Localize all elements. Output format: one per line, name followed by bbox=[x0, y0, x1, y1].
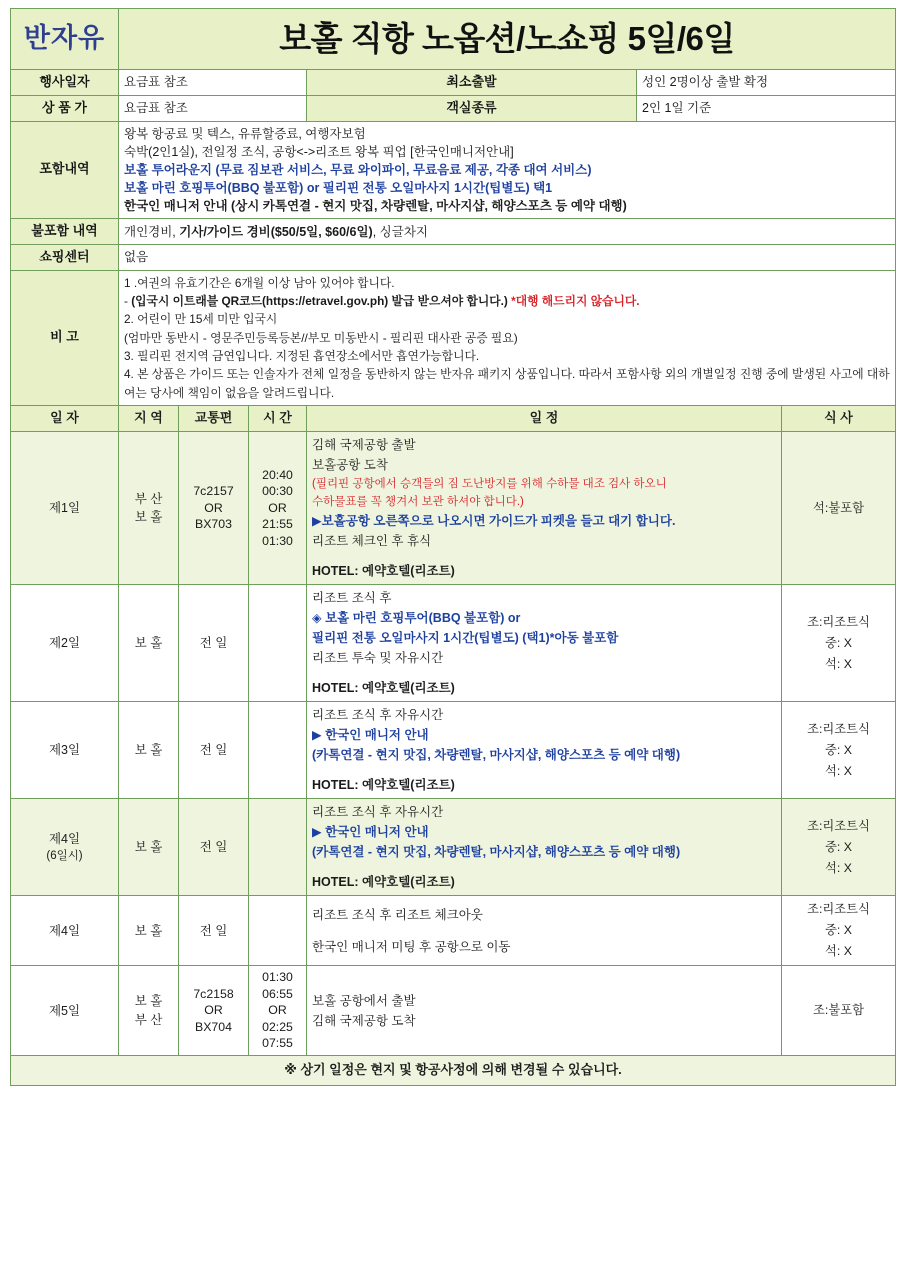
itinerary-line: 수하물표를 꼭 챙겨서 보관 하셔야 합니다.) bbox=[312, 496, 524, 509]
value-remarks bbox=[119, 270, 896, 405]
table-row bbox=[11, 799, 896, 896]
itinerary-line: 필리핀 전통 오일마사지 1시간(팁별도) (택1)*아동 불포함 bbox=[312, 631, 619, 646]
meal-line: 중: X bbox=[825, 742, 852, 757]
label-includes: 포함내역 bbox=[11, 121, 119, 219]
itinerary-line: ▶ 한국인 매니저 안내 bbox=[312, 728, 429, 743]
col-transport: 교통편 bbox=[179, 405, 249, 431]
itinerary-line: 보홀 공항에서 출발 bbox=[312, 993, 416, 1008]
flight-line: 7c2157 bbox=[193, 484, 234, 499]
brand-badge: 반자유 bbox=[11, 9, 119, 70]
include-line-1: 왕복 항공료 및 텍스, 유류할증료, 여행자보험 bbox=[124, 126, 366, 141]
meal-cell bbox=[782, 896, 896, 966]
info-row-1 bbox=[11, 69, 896, 95]
label-event-date: 행사일자 bbox=[11, 69, 119, 95]
label-excludes: 불포함 내역 bbox=[11, 219, 119, 245]
itinerary-cell bbox=[307, 966, 782, 1056]
include-line-5: 한국인 매니저 안내 (상시 카톡연결 - 현지 맛집, 차량렌탈, 마사지샵, 해양스포츠 등 예약 대행) bbox=[124, 199, 627, 214]
meal-line: 조:리조트식 bbox=[807, 722, 870, 737]
hotel-line: HOTEL: 예약호텔(리조트) bbox=[312, 778, 455, 793]
meal-line: 중: X bbox=[825, 839, 852, 854]
remark-line-1: 1 .여권의 유효기간은 6개월 이상 남아 있어야 합니다. bbox=[124, 275, 395, 290]
remark-bold: (입국시 이트래블 QR코드(https://etravel.gov.ph) 발급 받으셔야 합니다.) bbox=[131, 294, 508, 309]
time-cell bbox=[249, 431, 307, 585]
meal-line: 석: X bbox=[825, 656, 852, 671]
itinerary-line: 리조트 조식 후 자유시간 bbox=[312, 708, 444, 723]
itinerary-line: (필리핀 공항에서 승객들의 짐 도난방지를 위해 수하물 대조 검사 하오니 bbox=[312, 477, 667, 490]
region-cell: 보 홀 bbox=[119, 585, 179, 702]
label-shopping: 쇼핑센터 bbox=[11, 245, 119, 271]
time-cell bbox=[249, 896, 307, 966]
region-line: 부 산 bbox=[134, 491, 163, 506]
meal-line: 중: X bbox=[825, 635, 852, 650]
value-shopping: 없음 bbox=[119, 245, 896, 271]
itinerary-line: ▶ 한국인 매니저 안내 bbox=[312, 825, 429, 840]
region-cell bbox=[119, 966, 179, 1056]
day-label: 제4일 bbox=[11, 896, 119, 966]
label-min-departure: 최소출발 bbox=[307, 69, 637, 95]
day-label: 제5일 bbox=[11, 966, 119, 1056]
value-event-date: 요금표 참조 bbox=[119, 69, 307, 95]
transport-cell: 전 일 bbox=[179, 585, 249, 702]
remark-row bbox=[11, 270, 896, 405]
value-excludes bbox=[119, 219, 896, 245]
transport-cell: 전 일 bbox=[179, 799, 249, 896]
value-product-price: 요금표 참조 bbox=[119, 95, 307, 121]
itinerary-line: 리조트 조식 후 리조트 체크아웃 bbox=[312, 907, 483, 922]
itinerary-line: 리조트 투숙 및 자유시간 bbox=[312, 651, 444, 666]
time-line: OR bbox=[268, 1003, 287, 1018]
day-label-sub: (6일시) bbox=[46, 850, 83, 863]
meal-cell bbox=[782, 799, 896, 896]
itinerary-cell bbox=[307, 799, 782, 896]
flight-cell bbox=[179, 431, 249, 585]
time-line: 01:30 bbox=[262, 970, 293, 985]
day-label: 제3일 bbox=[11, 702, 119, 799]
footer-note: ※ 상기 일정은 현지 및 항공사정에 의해 변경될 수 있습니다. bbox=[11, 1056, 896, 1086]
transport-cell: 전 일 bbox=[179, 702, 249, 799]
meal-line: 조:리조트식 bbox=[807, 819, 870, 834]
time-line: 21:55 bbox=[262, 517, 293, 532]
time-line: OR bbox=[268, 500, 287, 515]
page-title: 보홀 직항 노옵션/노쇼핑 5일/6일 bbox=[119, 9, 896, 70]
hotel-line: HOTEL: 예약호텔(리조트) bbox=[312, 681, 455, 696]
region-line: 보 홀 bbox=[134, 994, 163, 1009]
col-itinerary: 일 정 bbox=[307, 405, 782, 431]
footer-row bbox=[11, 1056, 896, 1086]
itinerary-cell bbox=[307, 431, 782, 585]
transport-cell: 전 일 bbox=[179, 896, 249, 966]
include-row bbox=[11, 121, 896, 219]
schedule-header bbox=[11, 405, 896, 431]
remark-line-3: 2. 어린이 만 15세 미만 입국시 bbox=[124, 312, 278, 327]
time-cell bbox=[249, 585, 307, 702]
meal-line: 중: X bbox=[825, 923, 852, 938]
time-line: 02:25 bbox=[262, 1019, 293, 1034]
itinerary-cell bbox=[307, 585, 782, 702]
flight-cell bbox=[179, 966, 249, 1056]
itinerary-line: 김해 국제공항 출발 bbox=[312, 437, 416, 452]
time-line: 06:55 bbox=[262, 986, 293, 1001]
col-time: 시 간 bbox=[249, 405, 307, 431]
col-date: 일 자 bbox=[11, 405, 119, 431]
remark-red: *대행 해드리지 않습니다. bbox=[511, 294, 640, 309]
meal-cell bbox=[782, 966, 896, 1056]
itinerary-cell bbox=[307, 702, 782, 799]
meal-cell bbox=[782, 702, 896, 799]
itinerary-line: ◈ 보홀 마린 호핑투어(BBQ 불포함) or bbox=[312, 611, 521, 626]
meal-line: 석:불포함 bbox=[813, 500, 864, 515]
itinerary-line: 리조트 조식 후 자유시간 bbox=[312, 805, 444, 820]
table-row bbox=[11, 966, 896, 1056]
exclude-row bbox=[11, 219, 896, 245]
time-line: 01:30 bbox=[262, 533, 293, 548]
title-row bbox=[11, 9, 896, 70]
meal-line: 석: X bbox=[825, 763, 852, 778]
col-meals: 식 사 bbox=[782, 405, 896, 431]
flight-line: BX703 bbox=[195, 517, 232, 532]
remark-line-5: 3. 필리핀 전지역 금연입니다. 지정된 흡연장소에서만 흡연가능합니다. bbox=[124, 348, 480, 363]
day-label: 제2일 bbox=[11, 585, 119, 702]
itinerary-line: (카톡연결 - 현지 맛집, 차량렌탈, 마사지샵, 해양스포츠 등 예약 대행) bbox=[312, 845, 681, 860]
day-label-main: 제4일 bbox=[48, 832, 81, 847]
shopping-row bbox=[11, 245, 896, 271]
itinerary-line: (카톡연결 - 현지 맛집, 차량렌탈, 마사지샵, 해양스포츠 등 예약 대행) bbox=[312, 748, 681, 763]
value-includes bbox=[119, 121, 896, 219]
table-row bbox=[11, 431, 896, 585]
meal-line: 조:리조트식 bbox=[807, 615, 870, 630]
time-cell bbox=[249, 702, 307, 799]
itinerary-line: 한국인 매니저 미팅 후 공항으로 이동 bbox=[312, 939, 511, 954]
itinerary-cell bbox=[307, 896, 782, 966]
value-min-departure: 성인 2명이상 출발 확정 bbox=[637, 69, 896, 95]
hotel-line: HOTEL: 예약호텔(리조트) bbox=[312, 564, 455, 579]
itinerary-line: 리조트 체크인 후 휴식 bbox=[312, 534, 432, 549]
region-line: 보 홀 bbox=[134, 510, 163, 525]
table-row bbox=[11, 702, 896, 799]
meal-cell bbox=[782, 585, 896, 702]
label-product-price: 상 품 가 bbox=[11, 95, 119, 121]
time-line: 00:30 bbox=[262, 484, 293, 499]
meal-line: 조:불포함 bbox=[813, 1003, 864, 1018]
region-cell: 보 홀 bbox=[119, 896, 179, 966]
table-row bbox=[11, 896, 896, 966]
day-label: 제1일 bbox=[11, 431, 119, 585]
day-label bbox=[11, 799, 119, 896]
label-remarks: 비 고 bbox=[11, 270, 119, 405]
meal-line: 조:리조트식 bbox=[807, 902, 870, 917]
value-room-type: 2인 1일 기준 bbox=[637, 95, 896, 121]
col-region: 지 역 bbox=[119, 405, 179, 431]
remark-line-6: 4. 본 상품은 가이드 또는 인솔자가 전체 일정을 동반하지 않는 반자유 패키지 상품입니다. 따라서 포함사항 외의 개별일정 진행 중에 발생된 사고에 대하여는 당사에 책임이 없음을 알려드립니다. bbox=[124, 367, 890, 400]
meal-cell bbox=[782, 431, 896, 585]
time-cell bbox=[249, 799, 307, 896]
itinerary-spacer bbox=[312, 925, 776, 937]
table-row bbox=[11, 585, 896, 702]
flight-line: 7c2158 bbox=[193, 986, 234, 1001]
remark-line-4: (엄마만 동반시 - 영문주민등록등본//부모 미동반시 - 필리핀 대사관 공증 필요) bbox=[124, 330, 518, 345]
itinerary-table bbox=[10, 8, 896, 1086]
meal-line: 석: X bbox=[825, 860, 852, 875]
region-line: 부 산 bbox=[134, 1012, 163, 1027]
flight-line: OR bbox=[204, 500, 223, 515]
hotel-line: HOTEL: 예약호텔(리조트) bbox=[312, 875, 455, 890]
exclude-plain: 개인경비, bbox=[124, 224, 180, 239]
exclude-bold: 기사/가이드 경비($50/5일, $60/6일) bbox=[179, 224, 373, 239]
flight-line: OR bbox=[204, 1003, 223, 1018]
exclude-tail: , 싱글차지 bbox=[372, 224, 428, 239]
meal-line: 석: X bbox=[825, 944, 852, 959]
region-cell bbox=[119, 431, 179, 585]
include-line-3: 보홀 투어라운지 (무료 짐보관 서비스, 무료 와이파이, 무료음료 제공, 각종 대여 서비스) bbox=[124, 162, 592, 177]
label-room-type: 객실종류 bbox=[307, 95, 637, 121]
region-cell: 보 홀 bbox=[119, 702, 179, 799]
include-line-4: 보홀 마린 호핑투어(BBQ 불포함) or 필리핀 전통 오일마사지 1시간(팁별도) 택1 bbox=[124, 180, 553, 195]
itinerary-line: ▶보홀공항 오른쪽으로 나오시면 가이드가 피켓을 들고 대기 합니다. bbox=[312, 514, 676, 529]
itinerary-line: 보홀공항 도착 bbox=[312, 457, 388, 472]
time-line: 07:55 bbox=[262, 1036, 293, 1051]
time-line: 20:40 bbox=[262, 467, 293, 482]
include-line-2: 숙박(2인1실), 전일정 조식, 공항<->리조트 왕복 픽업 [한국인매니저안내] bbox=[124, 144, 514, 159]
itinerary-line: 리조트 조식 후 bbox=[312, 591, 392, 606]
flight-line: BX704 bbox=[195, 1019, 232, 1034]
info-row-2 bbox=[11, 95, 896, 121]
region-cell: 보 홀 bbox=[119, 799, 179, 896]
itinerary-line: 김해 국제공항 도착 bbox=[312, 1013, 416, 1028]
remark-line-2: - (입국시 이트래블 QR코드(https://etravel.gov.ph) 발급 받으셔야 합니다.) *대행 해드리지 않습니다. bbox=[124, 294, 640, 309]
time-cell bbox=[249, 966, 307, 1056]
